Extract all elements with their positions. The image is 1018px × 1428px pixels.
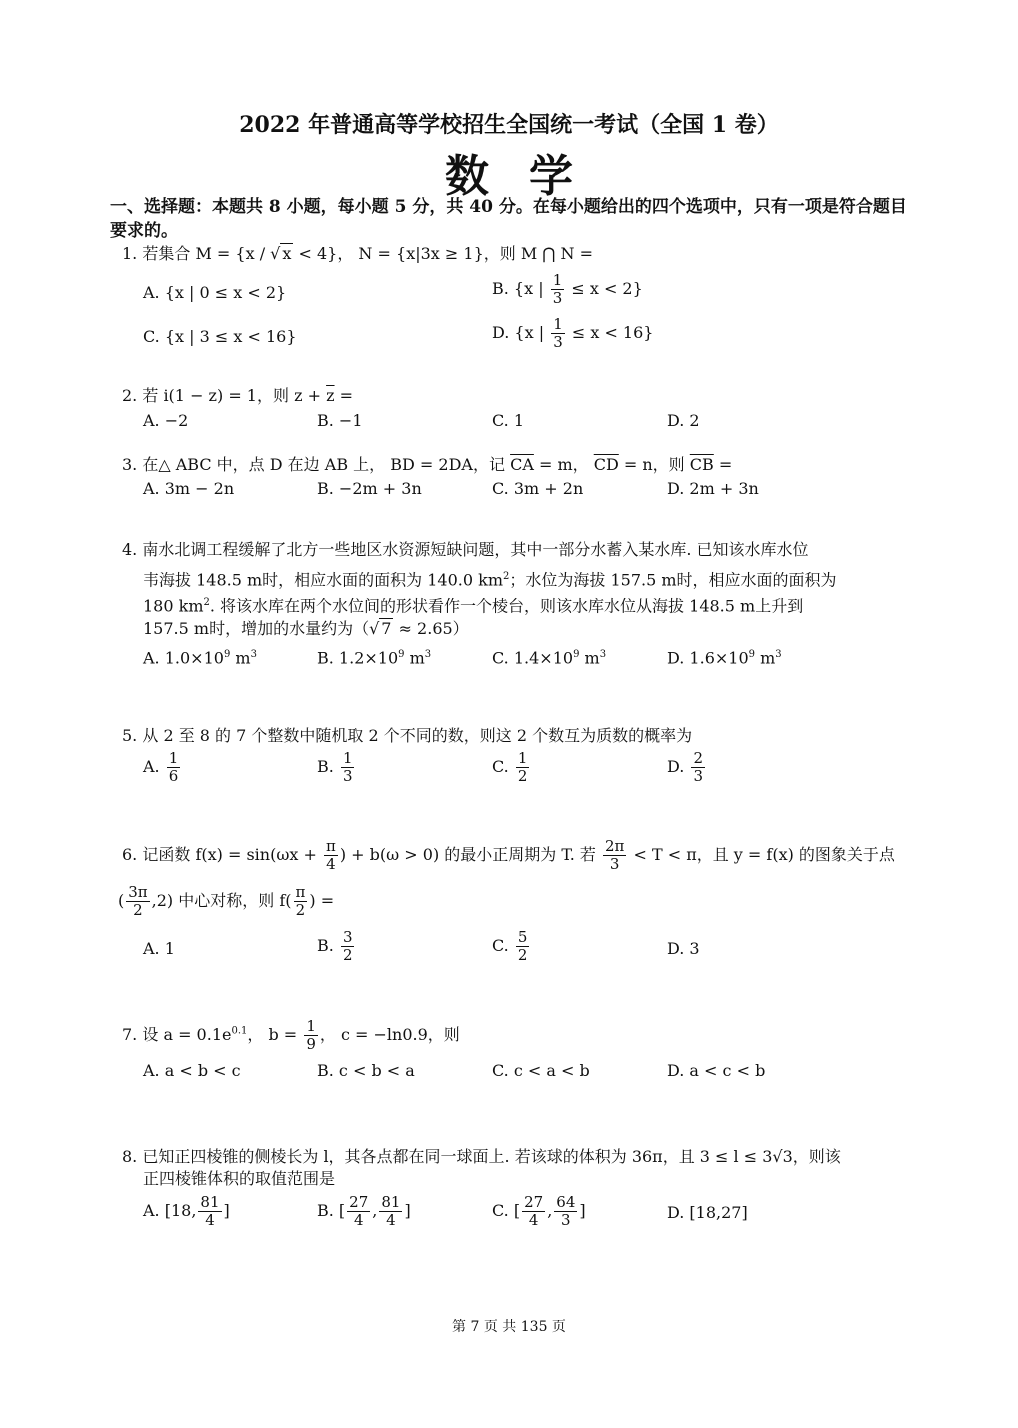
- question-2-option-c: C. 1: [492, 411, 525, 430]
- question-4-line-2: 韦海拔 148.5 m时，相应水面的面积为 140.0 $km^2$；水位为海拔 157.5 m时，相应水面的面积为: [143, 570, 837, 590]
- question-4-option-c: C. $1.4\times 10^9$ $m^3$: [492, 648, 607, 668]
- section-heading: 一、选择题：本题共 8 小题，每小题 5 分，共 40 分。在每小题给出的四个选项中，只有一项是符合题目要求的。: [110, 197, 907, 241]
- question-3-option-b: B. −2m + 3n: [317, 479, 422, 498]
- question-5-option-a: A. $\frac{1}{6}$: [143, 749, 179, 785]
- question-8-line-1: 8. 已知正四棱锥的侧棱长为 l，其各点都在同一球面上. 若该球的体积为 36π，且 3 ≤ l ≤ 3√3，则该: [122, 1147, 841, 1166]
- question-1-stem: 1. 若集合 M = {x / √ x < 4}， N = {x|3x ≥ 1}，则 M ⋂ N =: [122, 244, 594, 263]
- question-3-option-c: C. 3m + 2n: [492, 479, 584, 498]
- question-8-option-d: D. [18,27]: [667, 1203, 748, 1222]
- question-4-option-b: B. $1.2\times 10^9$ $m^3$: [317, 648, 432, 668]
- question-1-option-d: D. {x | $\frac{1}{3}$ ≤ x < 16}: [492, 315, 654, 351]
- question-8-option-a: A. [18, $\frac{81}{4}$ ]: [143, 1193, 230, 1229]
- page-footer: 第 7 页 共 135 页: [452, 1319, 566, 1335]
- question-5-option-d: D. $\frac{2}{3}$: [667, 749, 703, 785]
- question-4-option-a: A. $1.0\times 10^9$ $m^3$: [143, 648, 257, 668]
- question-4-line-1: 4. 南水北调工程缓解了北方一些地区水资源短缺问题，其中一部分水蓄入某水库. 已知该水库水位: [122, 540, 809, 559]
- question-7-option-d: D. a < c < b: [667, 1061, 766, 1080]
- question-5-option-b: B. $\frac{1}{3}$: [317, 749, 353, 785]
- question-4-option-d: D. $1.6\times 10^9$ $m^3$: [667, 648, 782, 668]
- question-7-option-a: A. a < b < c: [143, 1061, 241, 1080]
- question-3-stem: 3. 在△ ABC 中，点 D 在边 AB 上， BD = 2DA，记 $\overline{CA} = m$， $\overline{CD} = n$，则 $\overline{CB}$ =: [122, 455, 733, 474]
- question-3-option-a: A. 3m − 2n: [143, 479, 235, 498]
- question-6-line-2: ( $\frac{3\pi}{2}$ ,2) 中心对称，则 f( $\frac{\pi}{2}$ ) =: [118, 883, 335, 919]
- question-6-option-a: A. 1: [143, 939, 175, 958]
- exam-title: 2022 年普通高等学校招生全国统一考试（全国 1 卷）: [239, 112, 779, 138]
- question-5-option-c: C. $\frac{1}{2}$: [492, 749, 528, 785]
- question-1-option-a: A. {x | 0 ≤ x < 2}: [143, 283, 287, 302]
- question-7-option-c: C. c < a < b: [492, 1061, 590, 1080]
- question-7-stem: 7. 设 $a = 0.1e^{0.1}$， b = $\frac{1}{9}$ ， c = −ln0.9，则: [122, 1017, 460, 1053]
- question-8-option-c: C. [ $\frac{27}{4}$ , $\frac{64}{3}$ ]: [492, 1193, 586, 1229]
- question-7-option-b: B. c < b < a: [317, 1061, 415, 1080]
- question-1-option-b: B. {x | $\frac{1}{3}$ ≤ x < 2}: [492, 271, 643, 307]
- question-5-stem: 5. 从 2 至 8 的 7 个整数中随机取 2 个不同的数，则这 2 个数互为质数的概率为: [122, 726, 693, 745]
- question-6-option-d: D. 3: [667, 939, 700, 958]
- question-8-option-b: B. [ $\frac{27}{4}$ , $\frac{81}{4}$ ]: [317, 1193, 411, 1229]
- question-8-line-2: 正四棱锥体积的取值范围是: [143, 1169, 336, 1188]
- question-2-option-b: B. −1: [317, 411, 363, 430]
- question-6-option-c: C. $\frac{5}{2}$: [492, 928, 528, 964]
- question-4-line-4: 157.5 m时，增加的水量约为（√ 7 ≈ 2.65）: [143, 619, 469, 638]
- question-2-option-a: A. −2: [143, 411, 189, 430]
- question-6-option-b: B. $\frac{3}{2}$: [317, 928, 353, 964]
- subject-title: 数学: [445, 151, 613, 202]
- question-1-option-c: C. {x | 3 ≤ x < 16}: [143, 327, 297, 346]
- question-3-option-d: D. 2m + 3n: [667, 479, 759, 498]
- question-2-option-d: D. 2: [667, 411, 700, 430]
- question-4-line-3: 180 $km^2$. 将该水库在两个水位间的形状看作一个棱台，则该水库水位从海拔 148.5 m上升到: [143, 596, 804, 616]
- question-6-line-1: 6. 记函数 f(x) = sin(ωx + $\frac{\pi}{4}$ ) + b(ω > 0) 的最小正周期为 T. 若 $\frac{2\pi}{3}$ < T < π，且 y = f(x) 的图象关于点: [122, 837, 895, 873]
- question-2-stem: 2. 若 i(1 − z) = 1，则 $z + \overline{z}$ =: [122, 386, 354, 405]
